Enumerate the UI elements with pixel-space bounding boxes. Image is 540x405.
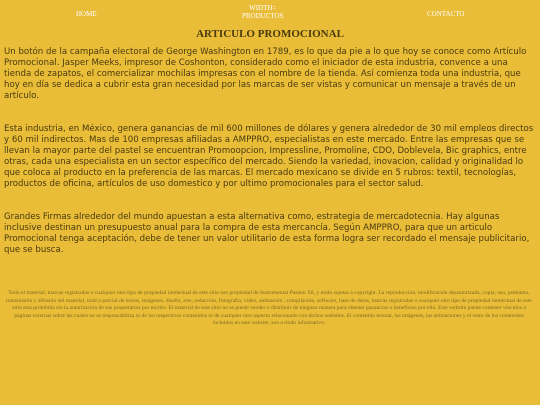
top-navigation	[0, 0, 540, 22]
article-paragraph-2: Esta industria, en México, genera ganancias de mil 600 millones de dólares y genera alrededor de 30 mil empleos directos y 60 mil indirectos. Mas de 100 empresas afiliadas a AMPPRO, especialistas en este mercado. Entre las empresas que se llevan la mayor parte del pastel se encuentran Promoopcion, Impressline, Promoline, CDO, Doblevela, Bic graphics, entre otras, cada una especialista en un sector específico del mercado. Siendo la variedad, inovacion, calidad y originalidad lo que coloca al producto en la preferencia de las marcas. El mercado mexicano se divide en 5 rubros: textil, tecnologías, productos de oficina, artículos de uso domestico y por ultimo promocionales para el sector salud.	[4, 124, 534, 189]
copyright-footer: Todo el material, marcas registradas o cualquier otro tipo de propiedad intelectual de este sitio son propiedad de Instrumental Pasteur Sil, y están sujetas a copyright. La reproducción, modificación desautorizada, copia, uso, préstamo, transmisión y difusión del material, total o parcial de textos, imágenes, diseño, arte, redacción, fotografía, video, animación , compilación, software, base de datos, marcas registradas o cualquier otro tipo de propiedad intelectual de este sitio esta prohibida sin la autorización de sus propietarios por escrito. El material de este sitio no se puede vender o distribuir de ninguna manera para obtener ganancias o beneficios por ello. Este website puede contener vínculos a páginas externas sobre las cuales no se responsabiliza ni de los respectivos contenidos ni de cualquier otro aspecto relacionado con dichos websites. El contenido textual, las imágenes, las animaciones y el resto de los contenidos incluidos en este website, son a título informativo.	[6, 290, 532, 327]
nav-home-link[interactable]: HOME	[76, 10, 97, 18]
nav-contacto-link[interactable]: CONTACTO	[427, 10, 465, 18]
article-body	[4, 47, 534, 278]
nav-productos-link[interactable]	[242, 4, 284, 20]
article-paragraph-1: Un botón de la campaña electoral de George Washington en 1789, es lo que da pie a lo que hoy se conoce como Artículo Promocional. Jasper Meeks, impresor de Coshonton, considerado como el iniciador de esta industria, convence a una tienda de zapatos, el comercializar mochilas impresas con el nombre de la tienda. Así comienza toda una industria, que hoy en día se dedica a cubrir esta gran necesidad por las marcas de ser vistas y comunicar un mensaje a través de un artículo.	[4, 47, 527, 101]
nav-productos-label: PRODUCTOS	[242, 12, 284, 20]
broken-logo-image: WIDTH=	[249, 4, 277, 12]
article-paragraph-3: Grandes Firmas alrededor del mundo apuestan a esta alternativa como, estrategia de mercadotecnia. Hay algunas inclusive destinan un presupuesto anual para la compra de esta mercancía. Según AMPPRO, para que un articulo Promocional tenga aceptación, debe de tener un valor utilitario de esta forma logra ser recordado el mensaje publicitario, que se busca.	[4, 212, 530, 255]
page-title: ARTICULO PROMOCIONAL	[196, 28, 344, 40]
